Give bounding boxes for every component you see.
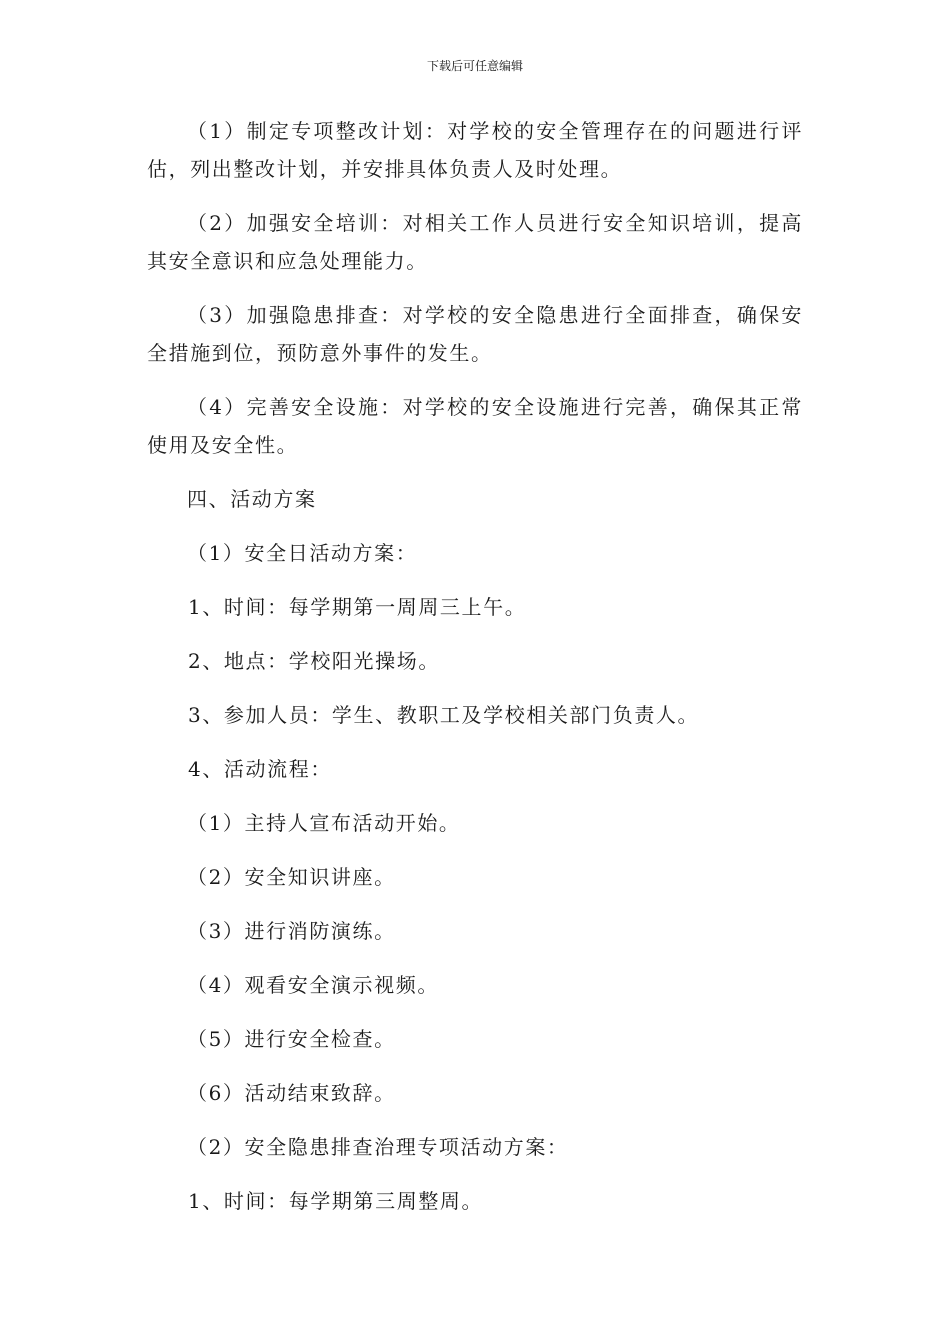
plan-1-process-heading: 4、活动流程：: [188, 757, 332, 781]
process-step-5: （5）进行安全检查。: [187, 1027, 396, 1051]
process-step-1: （1）主持人宣布活动开始。: [187, 811, 461, 835]
process-step-6: （6）活动结束致辞。: [187, 1081, 396, 1105]
document-body: [147, 112, 803, 1236]
plan-1-title: （1）安全日活动方案：: [187, 541, 418, 565]
section-heading-4: 四、活动方案: [187, 487, 317, 511]
plan-2-title: （2）安全隐患排查治理专项活动方案：: [187, 1135, 569, 1159]
process-step-3: （3）进行消防演练。: [187, 919, 396, 943]
paragraph-3: （3）加强隐患排查：对学校的安全隐患进行全面排查，确保安全措施到位，预防意外事件的发生。: [147, 303, 803, 365]
paragraph-2: （2）加强安全培训：对相关工作人员进行安全知识培训，提高其安全意识和应急处理能力。: [147, 211, 803, 273]
page-header-note: 下载后可任意编辑: [426, 59, 523, 73]
paragraph-4: （4）完善安全设施：对学校的安全设施进行完善，确保其正常使用及安全性。: [147, 395, 803, 457]
paragraph-1: （1）制定专项整改计划：对学校的安全管理存在的问题进行评估，列出整改计划，并安排具体负责人及时处理。: [147, 119, 803, 181]
plan-1-time: 1、时间：每学期第一周周三上午。: [188, 595, 527, 619]
process-step-4: （4）观看安全演示视频。: [187, 973, 439, 997]
plan-2-time: 1、时间：每学期第三周整周。: [188, 1189, 484, 1213]
plan-1-location: 2、地点：学校阳光操场。: [188, 649, 440, 673]
process-step-2: （2）安全知识讲座。: [187, 865, 396, 889]
plan-1-participants: 3、参加人员：学生、教职工及学校相关部门负责人。: [188, 703, 700, 727]
